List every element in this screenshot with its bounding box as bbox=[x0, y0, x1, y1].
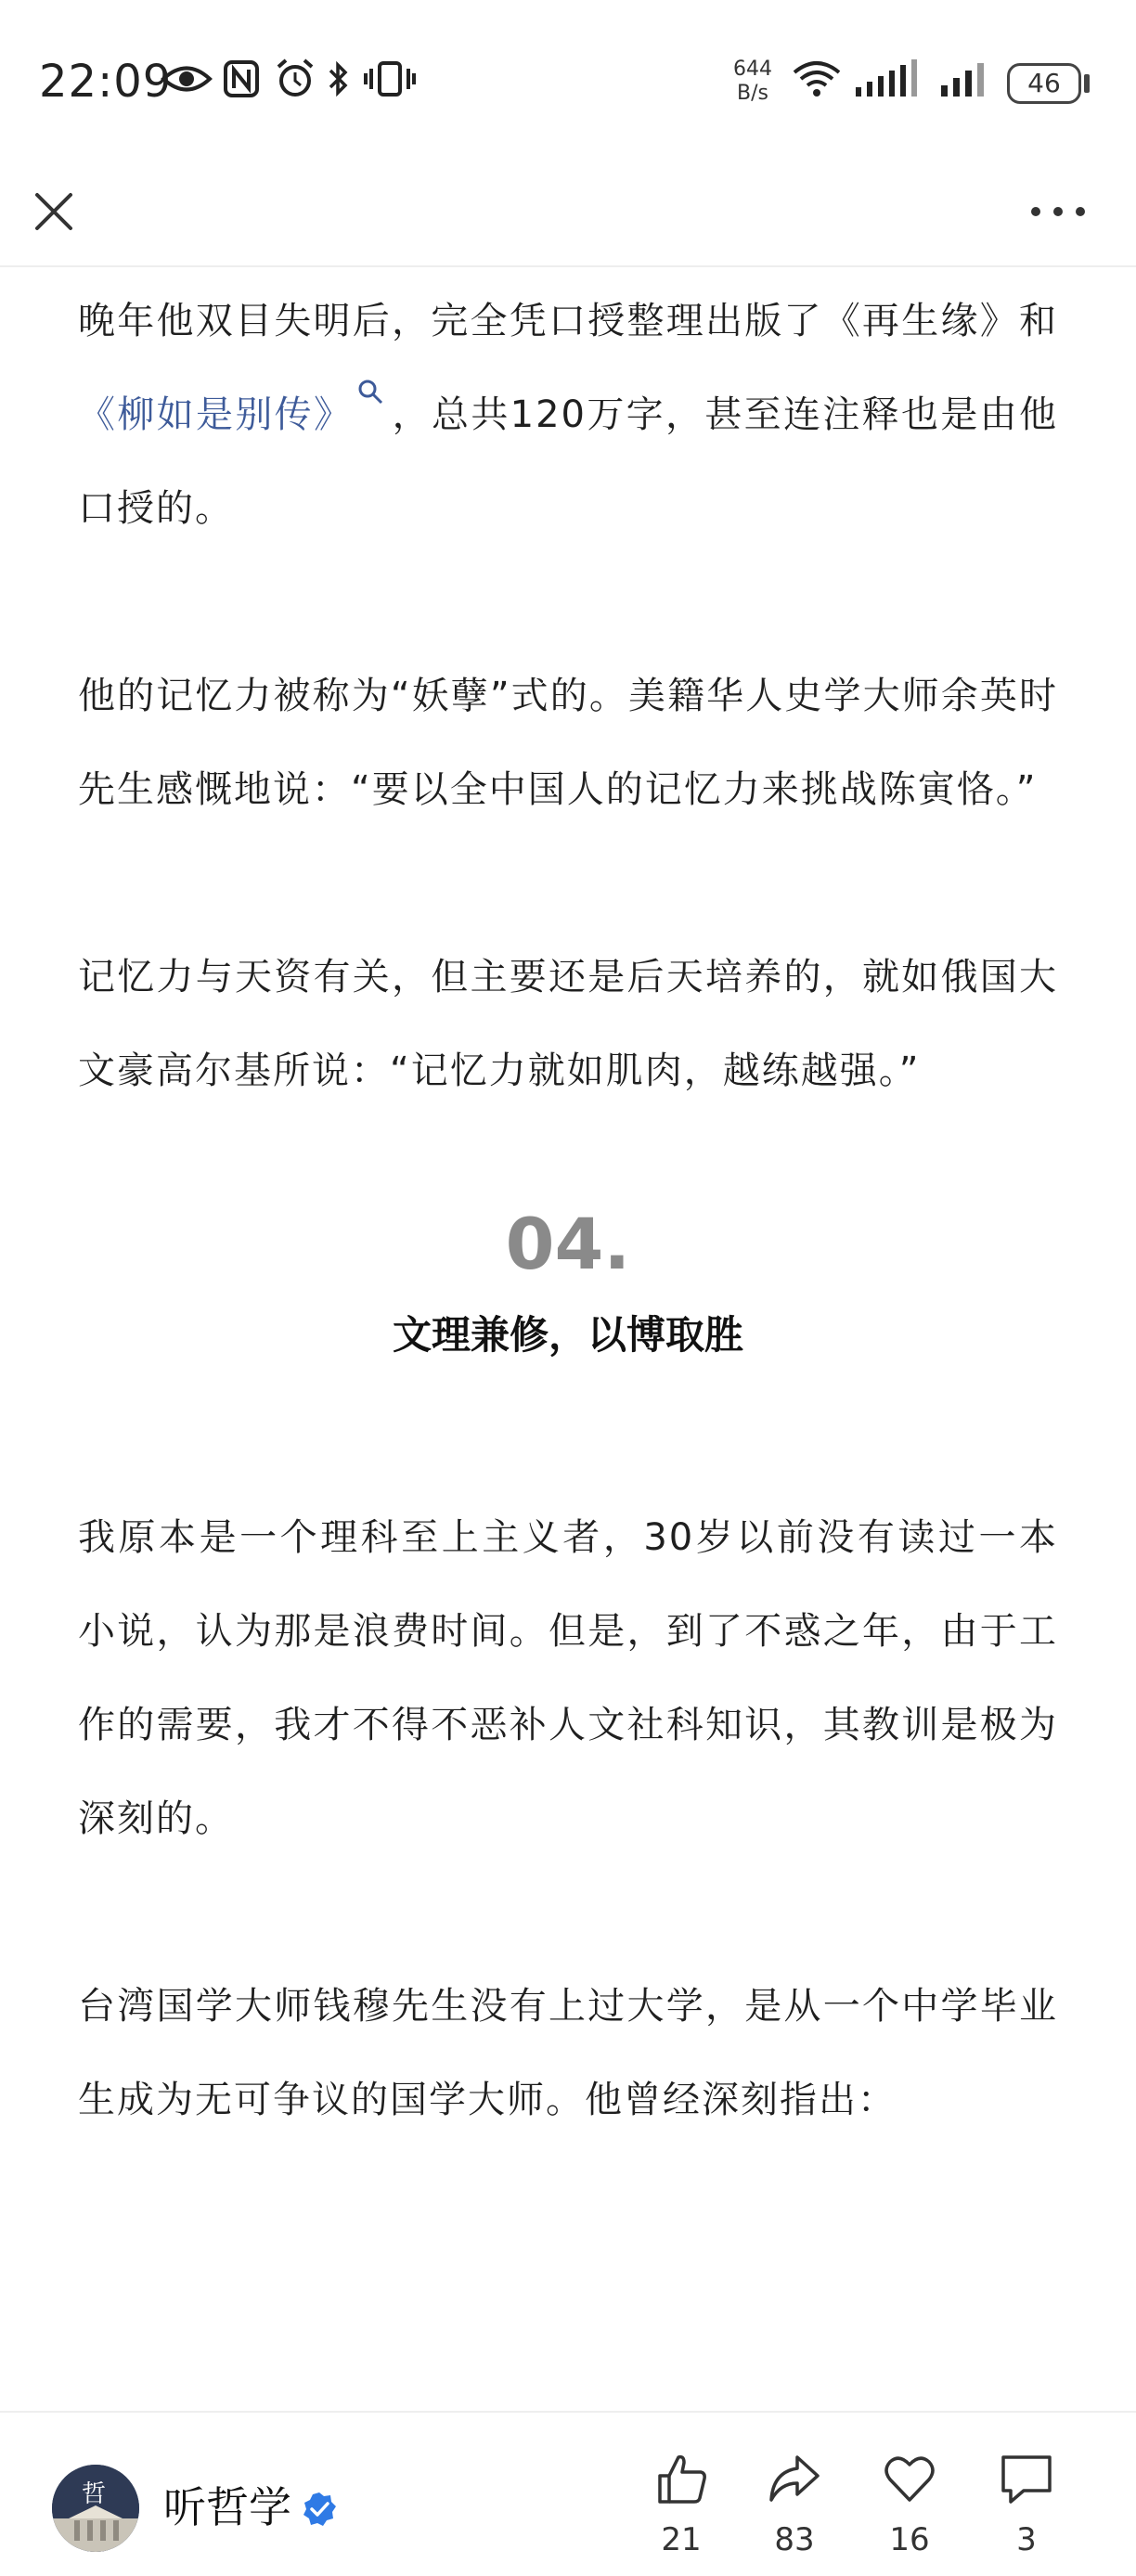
paragraph-gap bbox=[78, 1866, 1058, 1960]
alarm-icon bbox=[275, 58, 316, 100]
thumbs-up-icon bbox=[652, 2450, 710, 2507]
paragraph-5: 台湾国学大师钱穆先生没有上过大学，是从一个中学毕业生成为无可争议的国学大师。他曾经深刻指出： bbox=[78, 1985, 1058, 2121]
book-link[interactable]: 《柳如是别传》 bbox=[78, 393, 354, 436]
nfc-icon bbox=[223, 58, 260, 100]
close-icon[interactable] bbox=[30, 187, 78, 236]
share-icon bbox=[766, 2450, 823, 2507]
wifi-icon bbox=[791, 58, 843, 100]
bluetooth-icon bbox=[327, 58, 351, 100]
comment-button[interactable] bbox=[980, 2450, 1073, 2570]
article-body bbox=[78, 267, 1058, 2411]
comment-icon bbox=[998, 2450, 1055, 2507]
status-time: 22:09 bbox=[39, 56, 173, 108]
verified-badge-icon bbox=[301, 2491, 338, 2528]
paragraph-2: 他的记忆力被称为“妖孽”式的。美籍华人史学大师余英时先生感慨地说：“要以全中国人的记忆力来挑战陈寅恪。” bbox=[78, 675, 1058, 811]
avatar[interactable] bbox=[52, 2465, 139, 2552]
battery-cap bbox=[1084, 74, 1090, 93]
network-speed bbox=[733, 58, 772, 106]
battery-icon bbox=[1007, 63, 1081, 104]
paragraph-gap bbox=[78, 837, 1058, 931]
battery-level: 46 bbox=[1027, 68, 1061, 98]
comment-count: 3 bbox=[1016, 2521, 1037, 2558]
network-speed-unit: B/s bbox=[737, 82, 768, 105]
avatar-char: 哲 bbox=[82, 2480, 107, 2508]
paragraph-gap bbox=[78, 556, 1058, 650]
vibrate-icon bbox=[362, 58, 418, 100]
signal-strength-icon bbox=[852, 58, 923, 100]
paragraph-4: 我原本是一个理科至上主义者，30岁以前没有读过一本小说，认为那是浪费时间。但是，到了不惑之年，由于工作的需要，我才不得不恶补人文社科知识，其教训是极为深刻的。 bbox=[78, 1516, 1058, 1840]
author-name[interactable]: 听哲学 bbox=[163, 2482, 291, 2532]
favorite-button[interactable] bbox=[863, 2450, 956, 2570]
eye-icon bbox=[160, 58, 213, 100]
section-number: 04. bbox=[505, 1203, 631, 1285]
paragraph-text: ，总共120万字，甚至连注释也是由他口授的。 bbox=[78, 393, 1058, 530]
share-button[interactable] bbox=[748, 2450, 841, 2570]
paragraph-1 bbox=[78, 275, 1058, 556]
paragraph-3: 记忆力与天资有关，但主要还是后天培养的，就如俄国大文豪高尔基所说：“记忆力就如肌肉，越练越强。” bbox=[78, 956, 1058, 1092]
top-navigation-bar bbox=[0, 167, 1136, 267]
network-speed-value: 644 bbox=[733, 58, 772, 81]
signal-strength-icon-2 bbox=[937, 58, 995, 100]
paragraph-text: 晚年他双目失明后，完全凭口授整理出版了《再生缘》和 bbox=[78, 300, 1058, 342]
more-icon[interactable] bbox=[1028, 195, 1088, 228]
search-icon[interactable] bbox=[356, 378, 384, 406]
like-count: 21 bbox=[661, 2521, 702, 2558]
avatar-image bbox=[52, 2465, 139, 2552]
share-count: 83 bbox=[774, 2521, 815, 2558]
favorite-count: 16 bbox=[889, 2521, 930, 2558]
heart-icon bbox=[881, 2450, 938, 2507]
section-title: 文理兼修，以博取胜 bbox=[392, 1312, 743, 1358]
bottom-action-bar bbox=[0, 2411, 1136, 2576]
status-bar bbox=[0, 0, 1136, 167]
like-button[interactable] bbox=[635, 2450, 728, 2570]
